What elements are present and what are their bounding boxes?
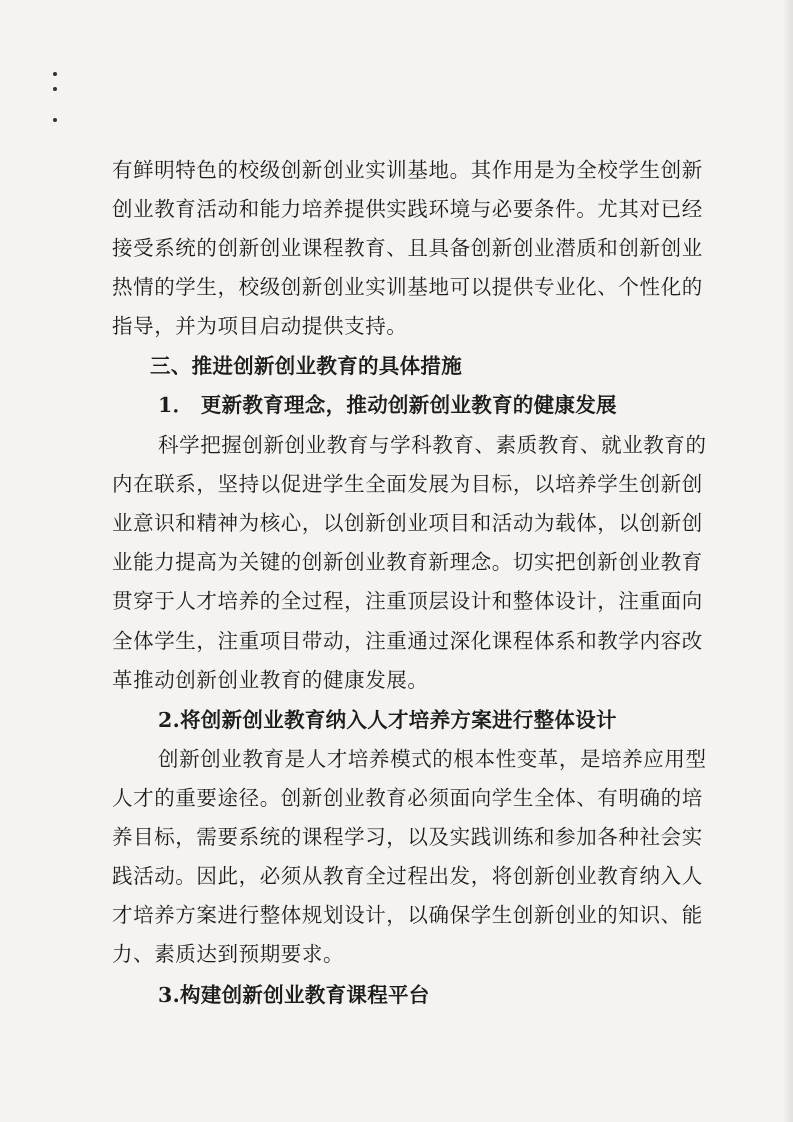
- body-text-line: 革推动创新创业教育的健康发展。: [112, 668, 429, 692]
- body-text-line: 指导，并为项目启动提供支持。: [112, 314, 408, 338]
- body-text-line: 养目标，需要系统的课程学习，以及实践训练和参加各种社会实: [112, 825, 703, 849]
- body-text-line: 创新创业教育是人才培养模式的根本性变革，是培养应用型: [158, 747, 707, 771]
- body-text-line: 科学把握创新创业教育与学科教育、素质教育、就业教育的: [158, 433, 707, 457]
- scan-edge-shadow: [783, 0, 793, 1122]
- body-text-line: 业意识和精神为核心，以创新创业项目和活动为载体，以创新创: [112, 511, 703, 535]
- body-text-line: 人才的重要途径。创新创业教育必须面向学生全体、有明确的培: [112, 786, 703, 810]
- binding-hole-mark: [53, 118, 57, 122]
- body-text-line: 业能力提高为关键的创新创业教育新理念。切实把创新创业教育: [112, 550, 703, 574]
- section-heading: 三、推进创新创业教育的具体措施: [150, 354, 462, 378]
- body-text-line: 内在联系，坚持以促进学生全面发展为目标，以培养学生创新创: [112, 472, 703, 496]
- subsection-heading: 1． 更新教育理念，推动创新创业教育的健康发展: [158, 393, 617, 417]
- body-text-line: 才培养方案进行整体规划设计，以确保学生创新创业的知识、能: [112, 903, 703, 927]
- body-text-line: 接受系统的创新创业课程教育、且具备创新创业潜质和创新创业: [112, 236, 703, 260]
- body-text-line: 全体学生，注重项目带动，注重通过深化课程体系和教学内容改: [112, 629, 703, 653]
- body-text-line: 力、素质达到预期要求。: [112, 942, 345, 966]
- body-text-line: 热情的学生，校级创新创业实训基地可以提供专业化、个性化的: [112, 275, 703, 299]
- body-text-line: 创业教育活动和能力培养提供实践环境与必要条件。尤其对已经: [112, 197, 703, 221]
- body-text-line: 践活动。因此，必须从教育全过程出发，将创新创业教育纳入人: [112, 864, 703, 888]
- body-text-line: 贯穿于人才培养的全过程，注重顶层设计和整体设计，注重面向: [112, 589, 703, 613]
- subsection-heading: 3.构建创新创业教育课程平台: [158, 983, 430, 1007]
- binding-hole-mark: [53, 87, 57, 91]
- subsection-heading: 2.将创新创业教育纳入人才培养方案进行整体设计: [158, 708, 617, 732]
- binding-hole-mark: [53, 72, 57, 76]
- body-text-line: 有鲜明特色的校级创新创业实训基地。其作用是为全校学生创新: [112, 158, 703, 182]
